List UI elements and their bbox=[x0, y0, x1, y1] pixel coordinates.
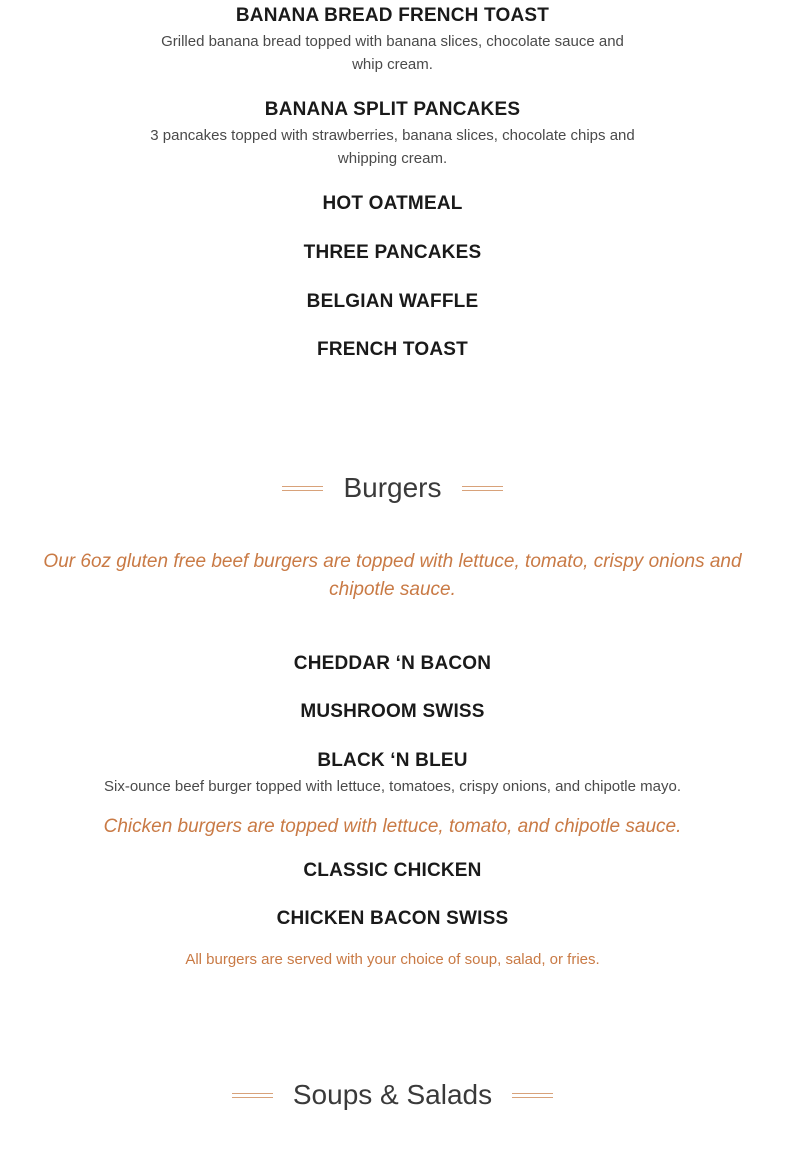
section-heading-soups-salads bbox=[0, 1075, 785, 1115]
burgers-intro: Our 6oz gluten free beef burgers are topped with lettuce, tomato, crispy onions and chipotle sauce. bbox=[43, 551, 742, 600]
heading-rule-right bbox=[512, 1093, 553, 1098]
menu-item-title: BANANA SPLIT PANCAKES bbox=[264, 99, 521, 120]
menu-item-title: BELGIAN WAFFLE bbox=[306, 291, 479, 312]
menu-item-description: 3 pancakes topped with strawberries, banana slices, chocolate chips and whipping cream. bbox=[150, 127, 635, 167]
chicken-intro: Chicken burgers are topped with lettuce, tomato, and chipotle sauce. bbox=[103, 816, 682, 837]
menu-item-title: BANANA BREAD FRENCH TOAST bbox=[235, 5, 550, 26]
heading-rule-right bbox=[462, 486, 503, 491]
menu-item-title: FRENCH TOAST bbox=[317, 339, 468, 360]
menu-item-title: CHEDDAR ‘N BACON bbox=[293, 653, 492, 674]
heading-rule-left bbox=[232, 1093, 273, 1098]
menu-item-title: HOT OATMEAL bbox=[322, 193, 463, 214]
menu-item-title: THREE PANCAKES bbox=[303, 242, 482, 263]
menu-item-title: CLASSIC CHICKEN bbox=[303, 860, 482, 881]
heading-rule-left bbox=[282, 486, 323, 491]
menu-item-title: CHICKEN BACON SWISS bbox=[276, 908, 509, 929]
section-title: Soups & Salads bbox=[292, 1079, 493, 1110]
section-title: Burgers bbox=[343, 472, 442, 503]
menu-item-title: MUSHROOM SWISS bbox=[300, 701, 485, 722]
burgers-note: All burgers are served with your choice of soup, salad, or fries. bbox=[185, 951, 600, 968]
menu-item-description: Grilled banana bread topped with banana slices, chocolate sauce and whip cream. bbox=[161, 33, 624, 73]
menu-item-description: Six-ounce beef burger topped with lettuce, tomatoes, crispy onions, and chipotle mayo. bbox=[104, 778, 681, 795]
menu-item-title: BLACK ‘N BLEU bbox=[317, 750, 468, 771]
section-heading-burgers bbox=[0, 468, 785, 508]
